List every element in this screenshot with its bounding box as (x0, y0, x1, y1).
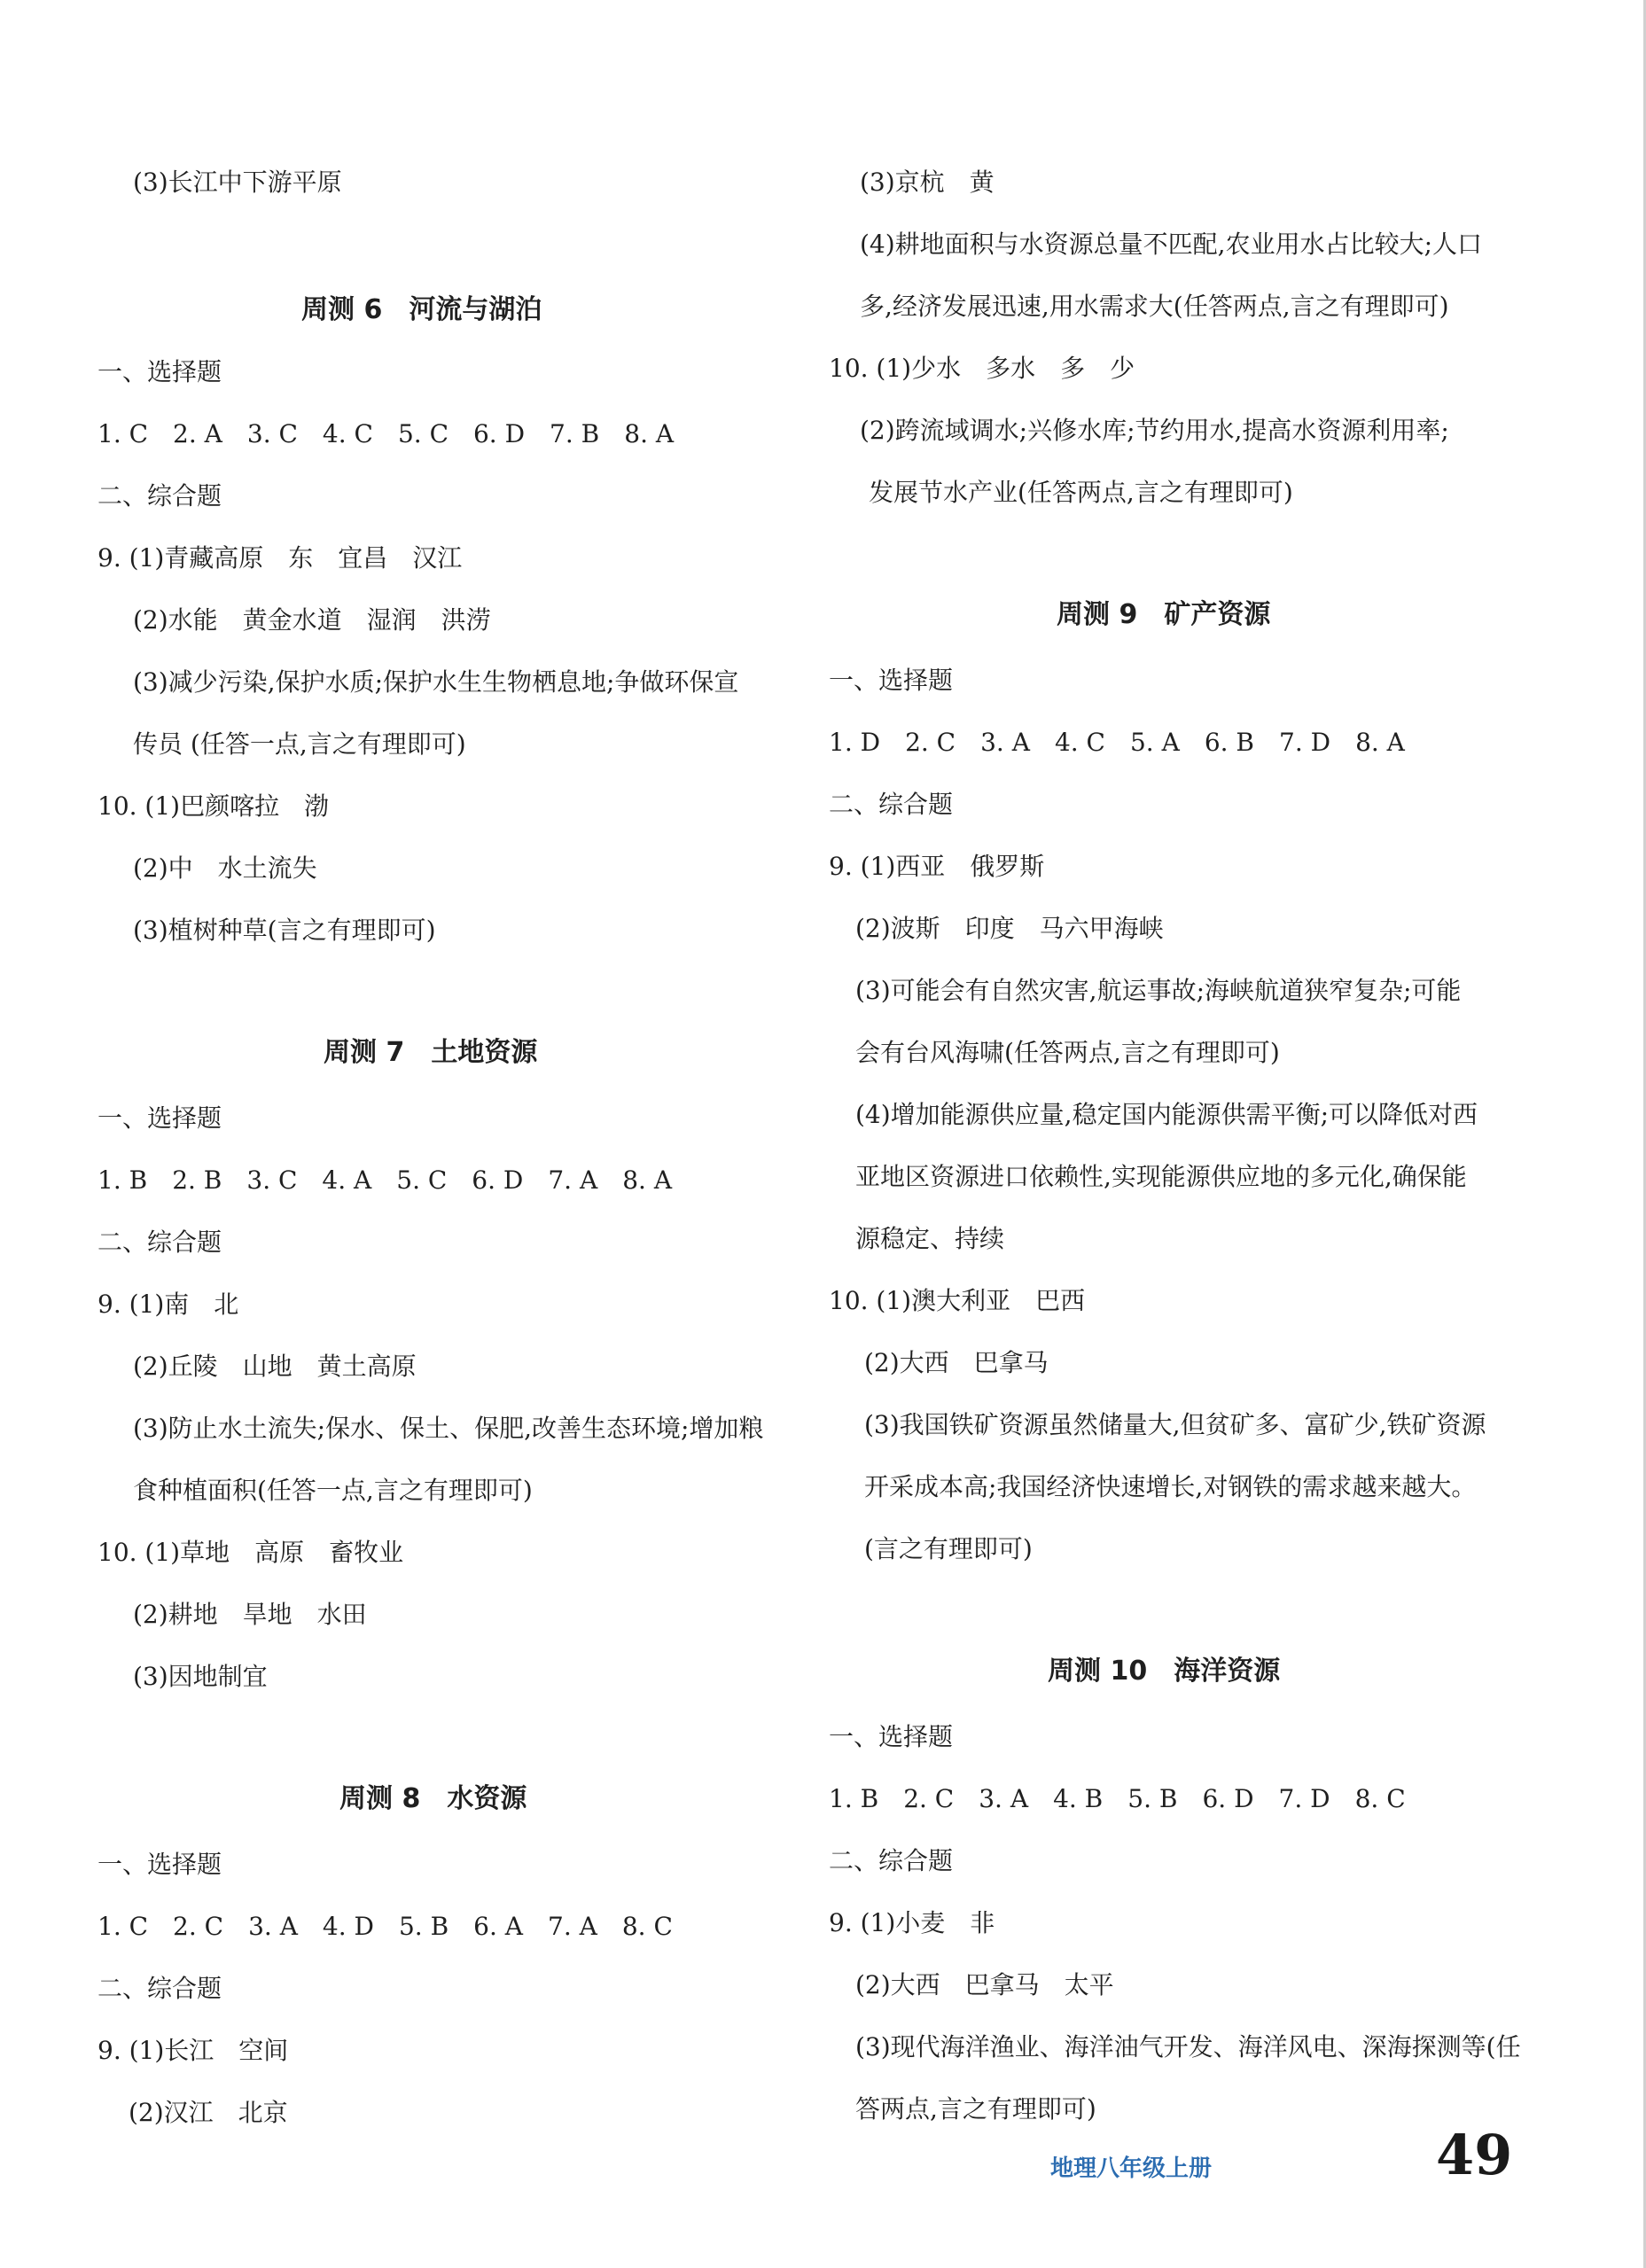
answer-line: 10. (1)草地 高原 畜牧业 (98, 1538, 404, 1567)
answer-line: 源稳定、持续 (855, 1224, 1005, 1253)
answer-line: 9. (1)青藏高原 东 宜昌 汉江 (98, 543, 463, 573)
section-name: 河流与湖泊 (409, 294, 542, 325)
answer-line: (3)京杭 黄 (860, 168, 995, 197)
subsection-heading: 二、综合题 (98, 1228, 222, 1257)
page-number: 49 (1436, 2123, 1513, 2187)
subsection-heading: 一、选择题 (98, 357, 222, 386)
answer-line: 多,经济发展迅速,用水需求大(任答两点,言之有理即可) (860, 292, 1449, 321)
answer-line: (4)耕地面积与水资源总量不匹配,农业用水占比较大;人口 (860, 230, 1482, 259)
section-title-week8 (339, 1781, 527, 1817)
section-title-week10 (1048, 1654, 1280, 1689)
answer-line: 9. (1)小麦 非 (829, 1908, 995, 1937)
answer-line: (2)大西 巴拿马 (864, 1348, 1049, 1377)
multiple-choice-answers: 1. C 2. C 3. A 4. D 5. B 6. A 7. A 8. C (98, 1912, 673, 1941)
answer-line: (4)增加能源供应量,稳定国内能源供需平衡;可以降低对西 (855, 1100, 1478, 1129)
subsection-heading: 二、综合题 (98, 1974, 222, 2003)
multiple-choice-answers: 1. D 2. C 3. A 4. C 5. A 6. B 7. D 8. A (829, 728, 1405, 757)
section-number: 周测 10 (1048, 1656, 1148, 1687)
answer-line: (3)可能会有自然灾害,航运事故;海峡航道狭窄复杂;可能 (855, 976, 1462, 1005)
answer-line: (2)跨流域调水;兴修水库;节约用水,提高水资源利用率; (860, 416, 1449, 445)
section-name: 矿产资源 (1164, 599, 1271, 630)
answer-line: (言之有理即可) (864, 1534, 1033, 1563)
answer-line: (3)现代海洋渔业、海洋油气开发、海洋风电、深海探测等(任 (855, 2032, 1521, 2061)
answer-line: (2)丘陵 山地 黄土高原 (133, 1352, 417, 1381)
section-title-week9 (1057, 597, 1270, 633)
subsection-heading: 一、选择题 (829, 666, 954, 695)
answer-line: 9. (1)南 北 (98, 1290, 239, 1319)
section-name: 水资源 (447, 1783, 527, 1814)
answer-line: (3)植树种草(言之有理即可) (133, 916, 436, 945)
answer-line: 开采成本高;我国经济快速增长,对钢铁的需求越来越大。 (864, 1472, 1477, 1501)
answer-line: (3)长江中下游平原 (133, 168, 342, 197)
answer-line: (3)因地制宜 (133, 1662, 268, 1691)
section-name: 海洋资源 (1174, 1656, 1281, 1687)
answer-line: (3)减少污染,保护水质;保护水生生物栖息地;争做环保宣 (133, 667, 739, 697)
answer-line: 传员 (任答一点,言之有理即可) (133, 729, 466, 759)
section-title-week6 (301, 292, 542, 328)
answer-line: 10. (1)巴颜喀拉 渤 (98, 791, 330, 821)
answer-line: 亚地区资源进口依赖性,实现能源供应地的多元化,确保能 (855, 1162, 1467, 1191)
answer-line: 10. (1)澳大利亚 巴西 (829, 1286, 1086, 1315)
answer-line: (2)汉江 北京 (129, 2098, 288, 2127)
answer-line: (2)波斯 印度 马六甲海峡 (855, 914, 1164, 943)
section-number: 周测 6 (301, 294, 383, 325)
multiple-choice-answers: 1. C 2. A 3. C 4. C 5. C 6. D 7. B 8. A (98, 419, 675, 448)
answer-line: (2)水能 黄金水道 湿润 洪涝 (133, 605, 491, 635)
answer-line: 10. (1)少水 多水 多 少 (829, 354, 1135, 383)
section-number: 周测 8 (339, 1783, 421, 1814)
subsection-heading: 一、选择题 (98, 1850, 222, 1879)
section-number: 周测 9 (1057, 599, 1138, 630)
answer-line: (3)防止水土流失;保水、保土、保肥,改善生态环境;增加粮 (133, 1414, 764, 1443)
multiple-choice-answers: 1. B 2. B 3. C 4. A 5. C 6. D 7. A 8. A (98, 1165, 673, 1195)
answer-line: (2)中 水土流失 (133, 853, 317, 883)
subsection-heading: 二、综合题 (98, 481, 222, 510)
answer-line: (2)耕地 旱地 水田 (133, 1600, 367, 1629)
subsection-heading: 一、选择题 (829, 1722, 954, 1751)
subsection-heading: 一、选择题 (98, 1103, 222, 1133)
answer-line: 答两点,言之有理即可) (855, 2094, 1096, 2124)
answer-line: (3)我国铁矿资源虽然储量大,但贫矿多、富矿少,铁矿资源 (864, 1410, 1486, 1439)
subsection-heading: 二、综合题 (829, 790, 954, 819)
section-name: 土地资源 (431, 1037, 538, 1068)
subsection-heading: 二、综合题 (829, 1846, 954, 1875)
answer-line: 9. (1)西亚 俄罗斯 (829, 852, 1045, 881)
answer-line: 会有台风海啸(任答两点,言之有理即可) (855, 1038, 1280, 1067)
section-number: 周测 7 (324, 1037, 405, 1068)
book-title: 地理八年级上册 (1050, 2155, 1213, 2182)
answer-line: 9. (1)长江 空间 (98, 2036, 289, 2065)
multiple-choice-answers: 1. B 2. C 3. A 4. B 5. B 6. D 7. D 8. C (829, 1784, 1406, 1813)
section-title-week7 (324, 1035, 537, 1071)
answer-line: 发展节水产业(任答两点,言之有理即可) (869, 478, 1293, 507)
answer-line: 食种植面积(任答一点,言之有理即可) (133, 1476, 533, 1505)
answer-line: (2)大西 巴拿马 太平 (855, 1970, 1114, 1999)
